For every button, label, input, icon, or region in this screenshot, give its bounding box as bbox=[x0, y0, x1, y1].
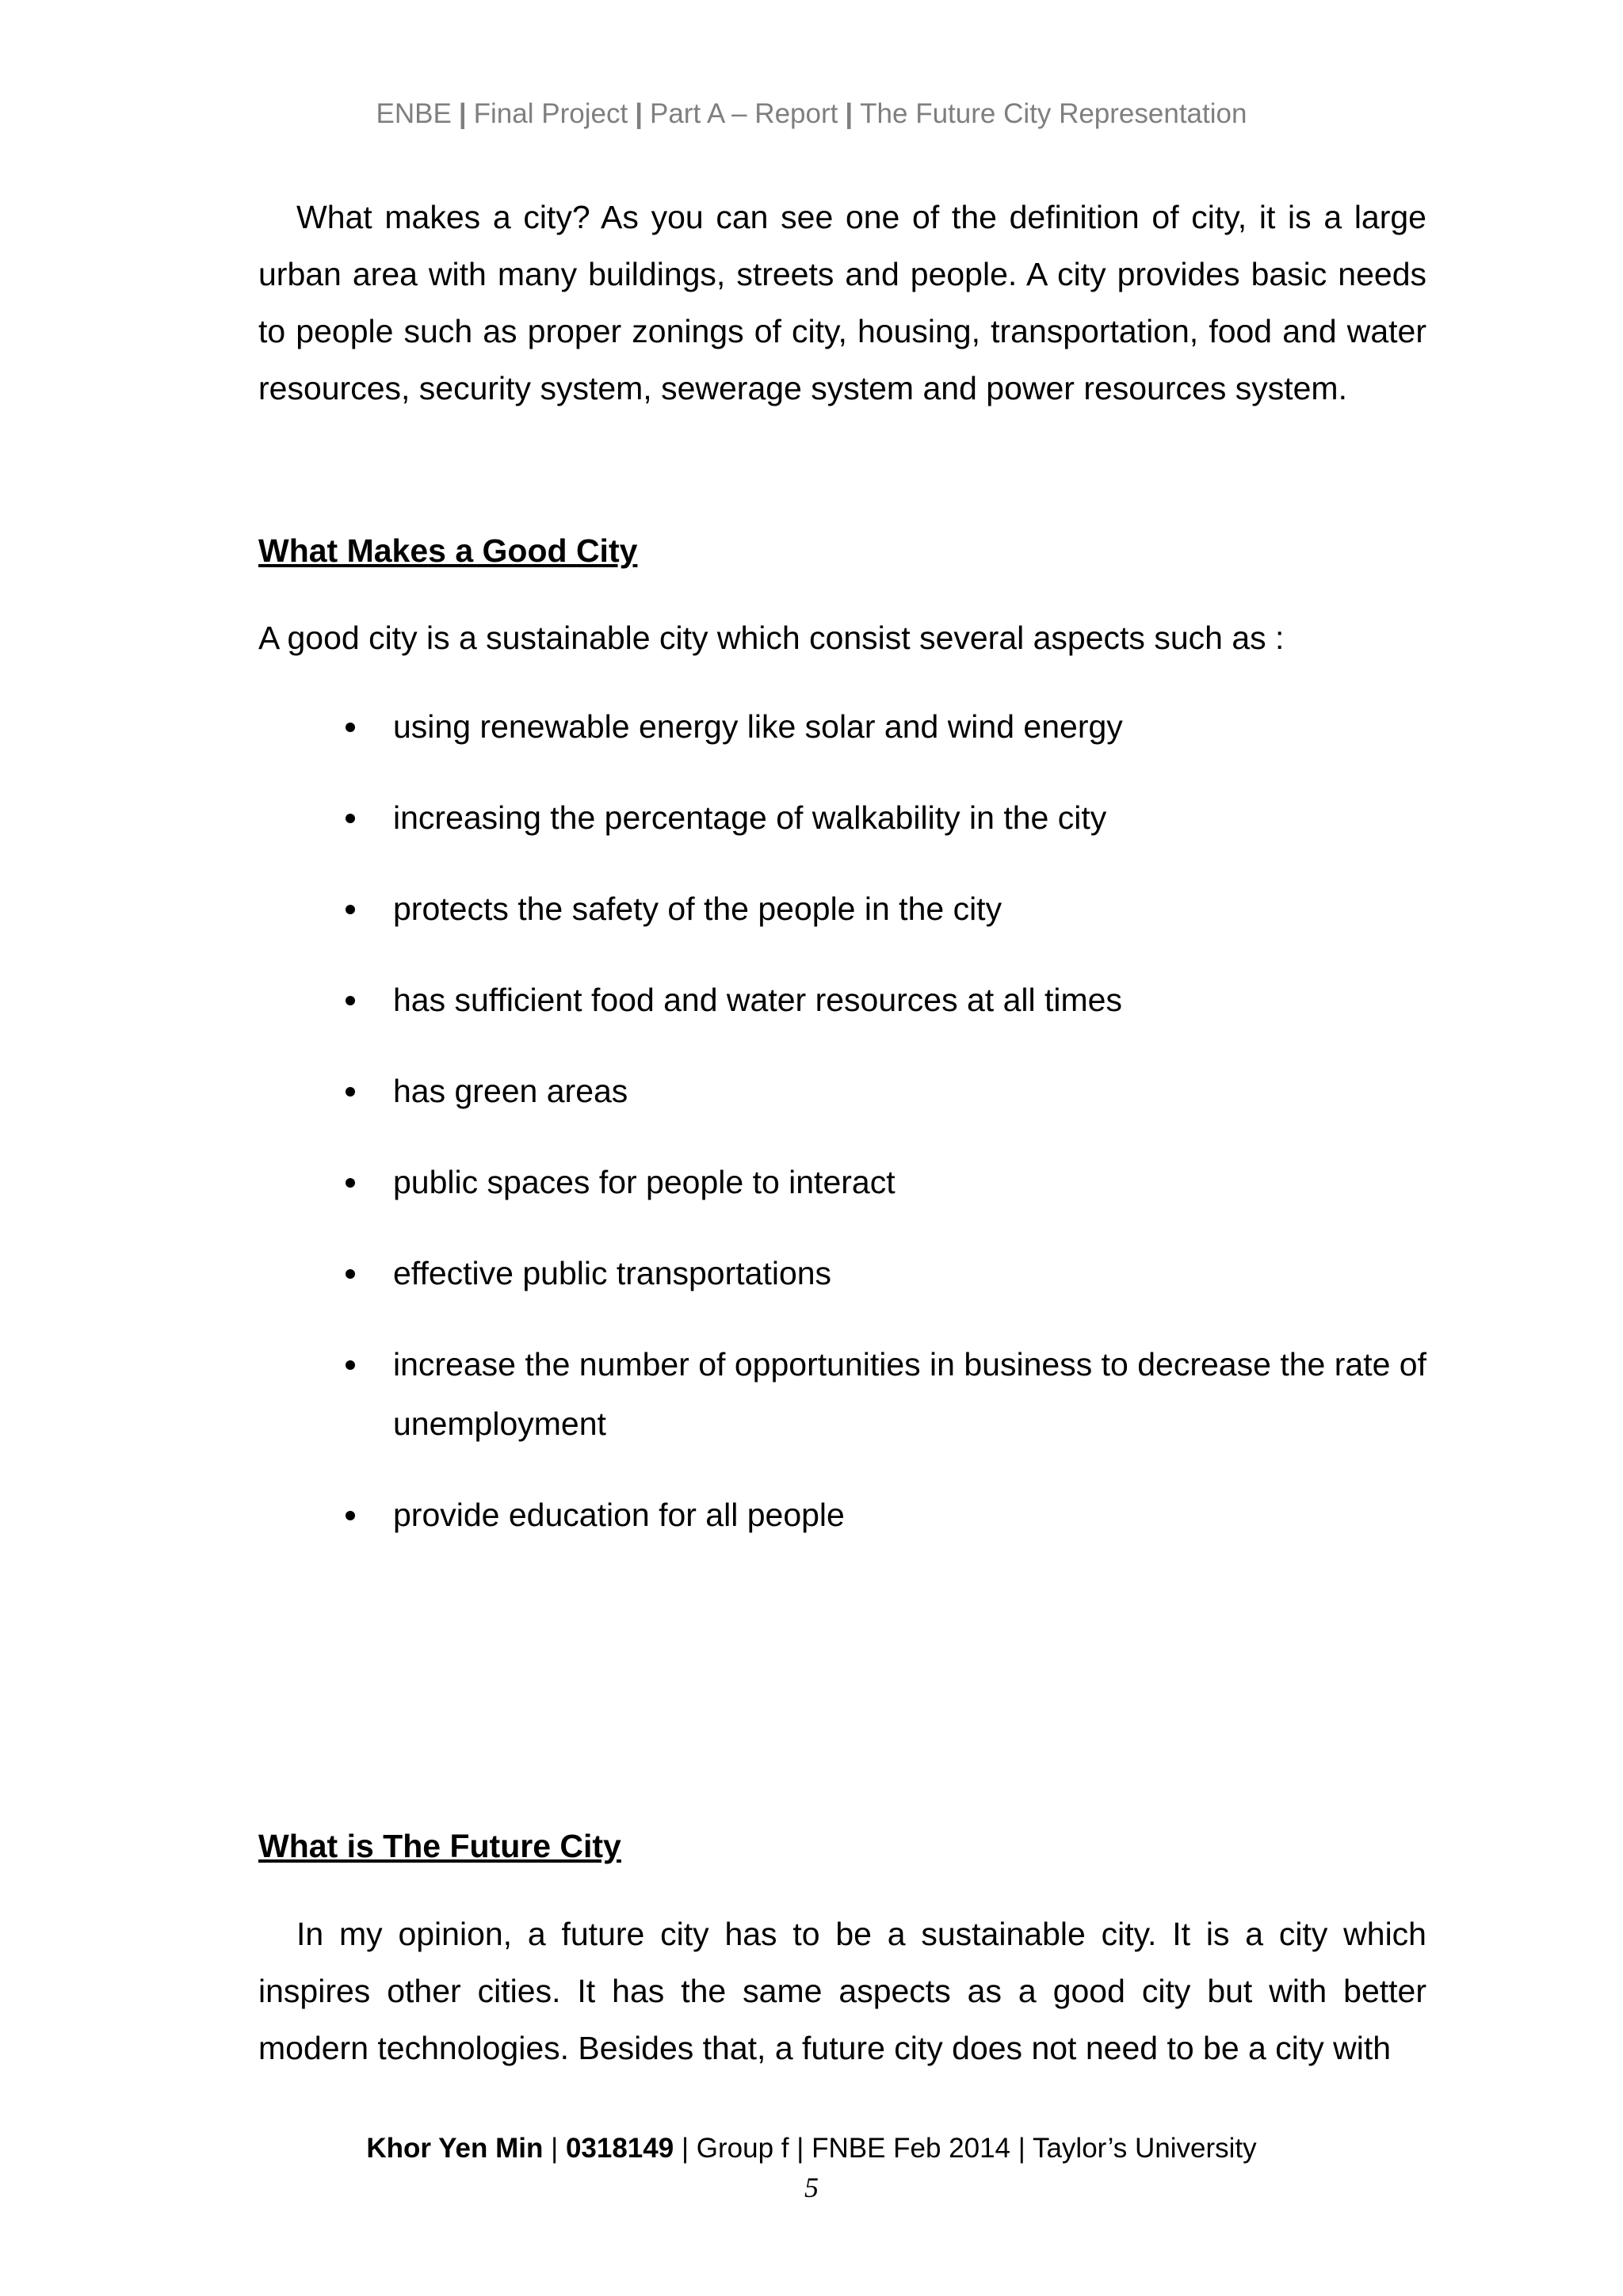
bullet-icon bbox=[346, 1269, 355, 1279]
list-item bbox=[258, 1244, 1426, 1303]
list-item-text: increasing the percentage of walkability in the city bbox=[393, 799, 1107, 836]
header-separator: | bbox=[458, 98, 467, 129]
list-item-text: has green areas bbox=[393, 1073, 628, 1109]
list-item bbox=[258, 697, 1426, 757]
future-city-paragraph: In my opinion, a future city has to be a sustainable city. It is a city which inspires other cities. It has the same aspects as a good city but with better modern technologies. Besides that, a future city does not need to be a city with bbox=[258, 1916, 1426, 2066]
footer-university: Taylor’s University bbox=[1032, 2133, 1257, 2164]
list-item bbox=[258, 971, 1426, 1030]
list-item bbox=[258, 1335, 1426, 1454]
page-number: 5 bbox=[804, 2172, 819, 2203]
good-city-intro: A good city is a sustainable city which consist several aspects such as : bbox=[258, 620, 1285, 656]
bullet-icon bbox=[346, 905, 355, 914]
list-item bbox=[258, 879, 1426, 939]
bullet-icon bbox=[346, 996, 355, 1005]
footer-intake: FNBE Feb 2014 bbox=[812, 2133, 1011, 2164]
section-heading-future-city: What is The Future City bbox=[258, 1828, 621, 1864]
footer-separator: | bbox=[1018, 2133, 1025, 2164]
bullet-icon bbox=[346, 814, 355, 823]
footer-separator: | bbox=[681, 2133, 689, 2164]
page-header bbox=[0, 98, 1623, 130]
list-item-text: effective public transportations bbox=[393, 1255, 832, 1291]
header-part: Part A – Report bbox=[649, 98, 838, 129]
bullet-icon bbox=[346, 723, 355, 732]
section-heading-good-city: What Makes a Good City bbox=[258, 532, 638, 569]
list-item-text: provide education for all people bbox=[393, 1497, 845, 1533]
header-separator: | bbox=[845, 98, 854, 129]
list-item-text: public spaces for people to interact bbox=[393, 1164, 896, 1200]
footer-student-id: 0318149 bbox=[565, 2133, 674, 2164]
future-city-section bbox=[258, 1905, 1426, 2077]
list-item-text: using renewable energy like solar and wind energy bbox=[393, 708, 1123, 745]
list-item bbox=[258, 1062, 1426, 1121]
list-item-text: increase the number of opportunities in business to decrease the rate of unemployment bbox=[393, 1346, 1426, 1442]
good-city-aspects-list bbox=[258, 697, 1426, 1577]
intro-section bbox=[258, 189, 1426, 417]
page-footer bbox=[0, 2133, 1623, 2164]
footer-group: Group f bbox=[696, 2133, 789, 2164]
list-item-text: protects the safety of the people in the city bbox=[393, 891, 1002, 927]
header-separator: | bbox=[635, 98, 643, 129]
footer-separator: | bbox=[796, 2133, 804, 2164]
header-course: ENBE bbox=[376, 98, 452, 129]
footer-author: Khor Yen Min bbox=[366, 2133, 544, 2164]
header-project: Final Project bbox=[473, 98, 628, 129]
bullet-icon bbox=[346, 1087, 355, 1097]
list-item-text: has sufficient food and water resources at all times bbox=[393, 982, 1122, 1018]
bullet-icon bbox=[346, 1511, 355, 1520]
bullet-icon bbox=[346, 1360, 355, 1370]
list-item bbox=[258, 788, 1426, 848]
list-item bbox=[258, 1486, 1426, 1545]
intro-paragraph: What makes a city? As you can see one of the definition of city, it is a large urban area with many buildings, streets and people. A city provides basic needs to people such as proper zonings of city, housing, transportation, food and water resources, security system, sewerage system and power resources system. bbox=[258, 199, 1426, 406]
bullet-icon bbox=[346, 1178, 355, 1188]
footer-separator: | bbox=[551, 2133, 559, 2164]
list-item bbox=[258, 1153, 1426, 1212]
header-title: The Future City Representation bbox=[860, 98, 1247, 129]
